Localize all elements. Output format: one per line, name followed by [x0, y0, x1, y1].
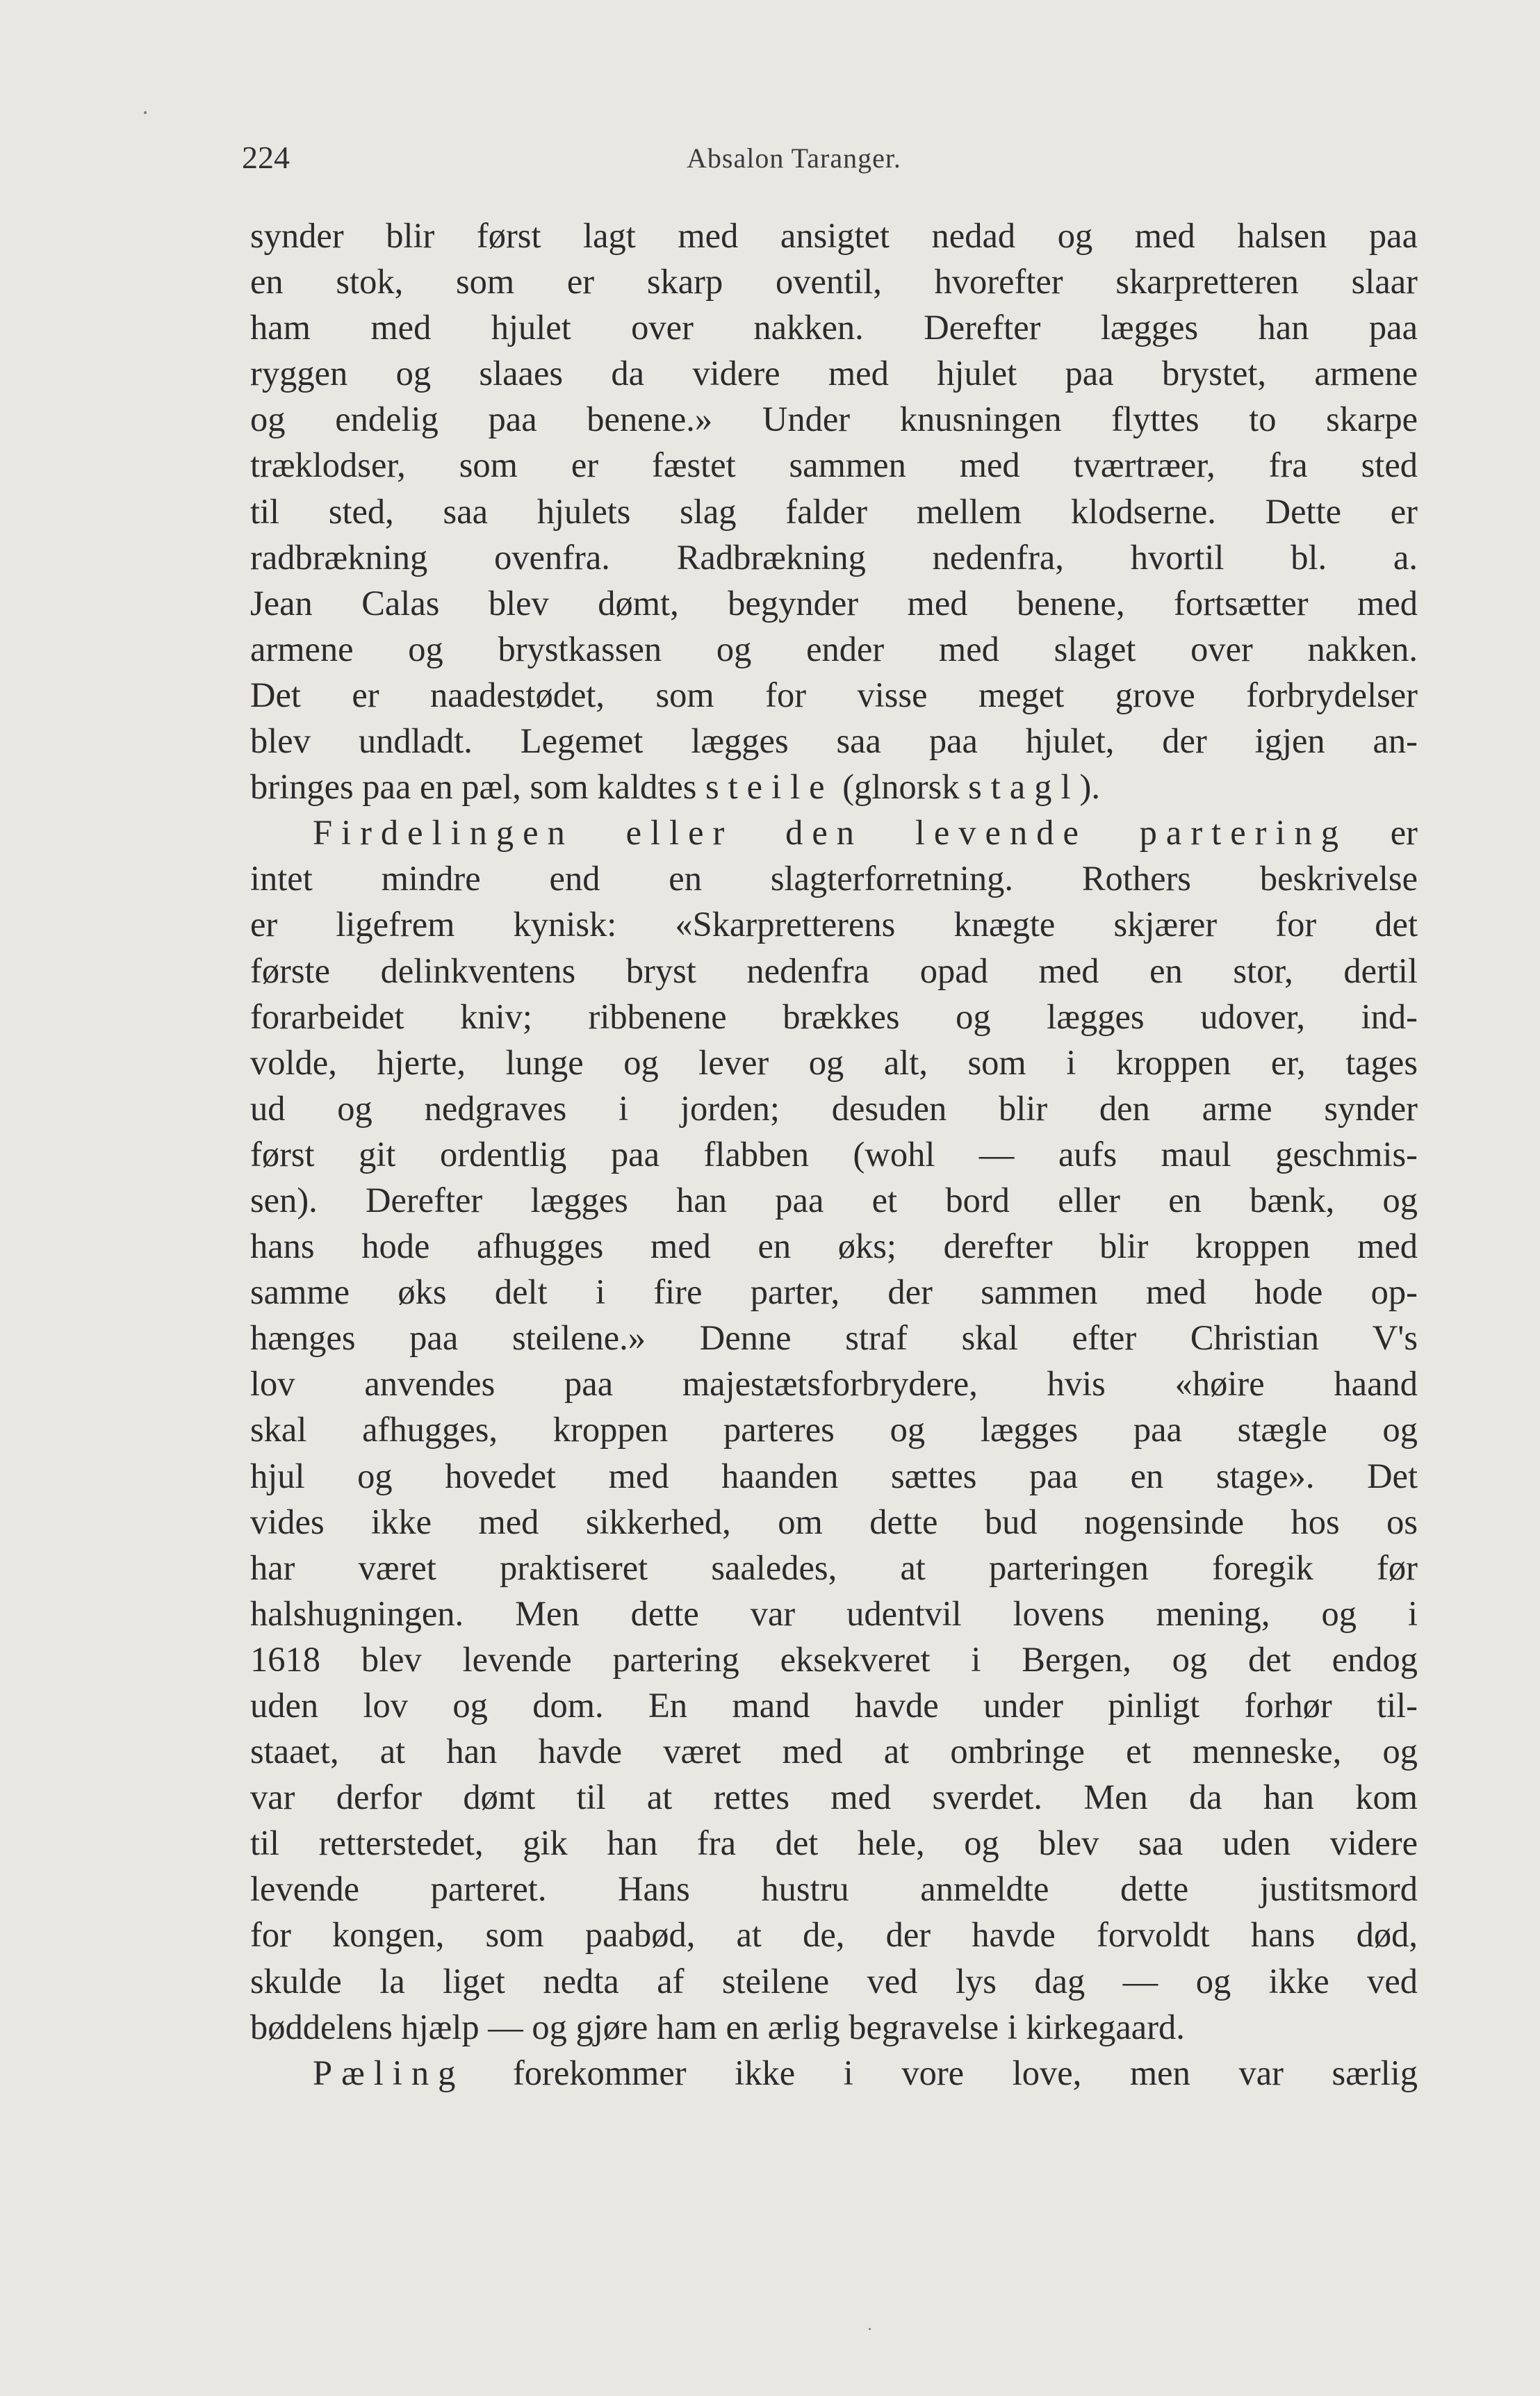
text-line: blev undladt. Legemet lægges saa paa hjulet, der igjen an- [250, 721, 1418, 761]
text-line: forarbeidet kniv; ribbenene brækkes og lægges udover, ind- [250, 996, 1418, 1036]
body-text [250, 213, 1418, 2096]
text-line: træklodser, som er fæstet sammen med tværtræer, fra sted [250, 445, 1418, 485]
page-number: 224 [242, 140, 290, 175]
text-line: ryggen og slaaes da videre med hjulet paa brystet, armene [250, 354, 1418, 393]
text-line: hjul og hovedet med haanden sættes paa en stage». Det [250, 1456, 1418, 1495]
text-line: først git ordentlig paa flabben (wohl — aufs maul geschmis- [250, 1134, 1418, 1174]
text-line-paragraph-end [250, 764, 1418, 810]
text-line: og endelig paa benene.» Under knusningen flyttes to skarpe [250, 400, 1418, 439]
gloss-open: (glnorsk [842, 767, 960, 807]
text-line: skulde la liget nedta af steilene ved lys dag — og ikke ved [250, 1961, 1418, 2001]
text-line-paragraph-end: bøddelens hjælp — og gjøre ham en ærlig begravelse i kirkegaard. [250, 2007, 1185, 2046]
term-paeling: Pæling [313, 2053, 465, 2092]
text-line: intet mindre end en slagterforretning. Rothers beskrivelse [250, 859, 1418, 899]
text-line: 1618 blev levende partering eksekveret i Bergen, og det endog [250, 1639, 1418, 1679]
text-line: første delinkventens bryst nedenfra opad med en stor, dertil [250, 951, 1418, 990]
text-line: en stok, som er skarp oventil, hvorefter skarpretteren slaar [250, 262, 1418, 302]
text-line: armene og brystkassen og ender med slaget over nakken. [250, 629, 1418, 668]
text-line: skal afhugges, kroppen parteres og lægges paa stægle og [250, 1410, 1418, 1450]
paper-speck [144, 111, 147, 114]
text-line: til sted, saa hjulets slag falder mellem klodserne. Dette er [250, 491, 1418, 531]
text-line: hænges paa steilene.» Denne straf skal efter Christian V's [250, 1318, 1418, 1358]
line-rest-text: forekommer ikke i vore love, men var særlig [512, 2053, 1418, 2092]
paper-speck [869, 2328, 871, 2330]
text-line: har været praktiseret saaledes, at parteringen foregik før [250, 1548, 1418, 1587]
text-line: ham med hjulet over nakken. Derefter lægges han paa [250, 308, 1418, 347]
gloss-close: ). [1079, 767, 1100, 807]
text-line: staaet, at han havde været med at ombringe et menneske, og [250, 1732, 1418, 1771]
page-header [242, 139, 1423, 188]
text-line: samme øks delt i fire parter, der sammen med hode op- [250, 1272, 1418, 1312]
text-line: hans hode afhugges med en øks; derefter blir kroppen med [250, 1226, 1418, 1266]
term-firdelingen: Firdelingen eller den levende partering [313, 813, 1348, 853]
term-stagl: stagl [968, 767, 1080, 807]
text-line: synder blir først lagt med ansigtet nedad og med halsen paa [250, 216, 1418, 255]
text-line: for kongen, som paabød, at de, der havde forvoldt hans død, [250, 1915, 1418, 1955]
text-line: radbrækning ovenfra. Radbrækning nedenfra, hvortil bl. a. [250, 537, 1418, 577]
text-line-paragraph-start [250, 810, 1418, 855]
text-line: ud og nedgraves i jorden; desuden blir den arme synder [250, 1088, 1418, 1128]
text-line: sen). Derefter lægges han paa et bord eller en bænk, og [250, 1180, 1418, 1220]
text-line: vides ikke med sikkerhed, om dette bud nogensinde hos os [250, 1502, 1418, 1541]
line-start-text: bringes paa en pæl, som kaldtes [250, 767, 697, 807]
word-er: er [1390, 813, 1418, 853]
text-line: uden lov og dom. En mand havde under pinligt forhør til- [250, 1686, 1418, 1725]
text-line: volde, hjerte, lunge og lever og alt, som i kroppen er, tages [250, 1042, 1418, 1082]
running-head: Absalon Taranger. [687, 142, 901, 174]
text-line: Jean Calas blev dømt, begynder med benene, fortsætter med [250, 583, 1418, 623]
text-line-paragraph-start [250, 2050, 1418, 2096]
term-steile: steile [705, 767, 834, 807]
text-line: halshugningen. Men dette var udentvil lovens mening, og i [250, 1593, 1418, 1633]
text-line: til retterstedet, gik han fra det hele, og blev saa uden videre [250, 1823, 1418, 1863]
text-line: Det er naadestødet, som for visse meget grove forbrydelser [250, 675, 1418, 714]
text-line: lov anvendes paa majestætsforbrydere, hvis «høire haand [250, 1364, 1418, 1404]
text-line: var derfor dømt til at rettes med sverdet. Men da han kom [250, 1778, 1418, 1817]
text-line: er ligefrem kynisk: «Skarpretterens knægte skjærer for det [250, 905, 1418, 944]
text-line: levende parteret. Hans hustru anmeldte dette justitsmord [250, 1869, 1418, 1909]
